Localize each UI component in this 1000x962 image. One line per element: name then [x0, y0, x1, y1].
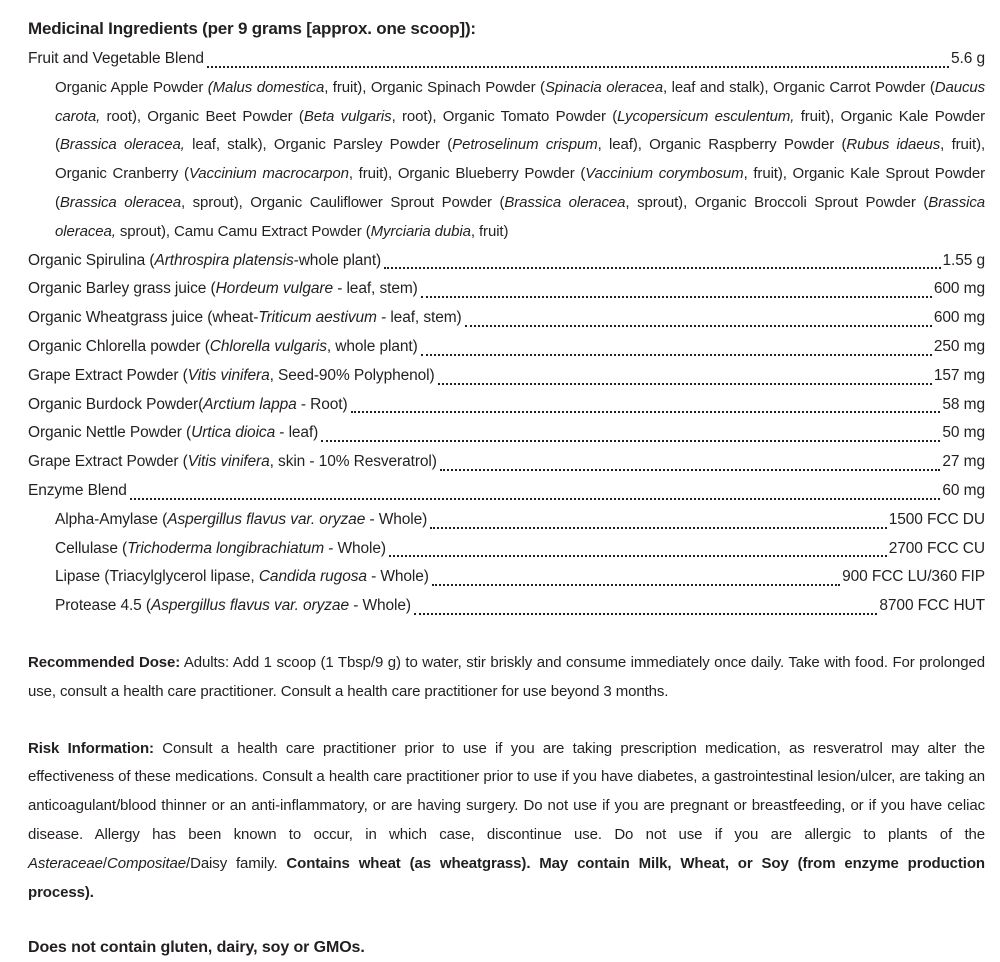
ingredient-name: Cellulase (Trichoderma longibrachiatum - Whole): [55, 539, 386, 557]
ingredient-row: [28, 362, 985, 391]
ingredient-amount: 2700 FCC CU: [888, 539, 985, 557]
ingredient-amount: 8700 FCC HUT: [879, 597, 985, 615]
risk-information-text: Consult a health care practitioner prior to use if you are taking prescription medication, as resveratrol may alter the effectiveness of these medications. Consult a health care practitioner prior to use if you have diabetes, a gastrointestinal lesion/ulcer, are taking an anticoagulant/blood thinner or an anti-inflammatory, or are having surgery. Do not use if you are pregnant or breastfeeding, or if you have celiac disease. Allergy has been known to occur, in which case, discontinue use. Do not use if you are allergic to plants of the Asteraceae/Compositae/Daisy family. Contains wheat (as wheatgrass). May contain Milk, Wheat, or Soy (from enzyme production process).: [28, 739, 985, 901]
ingredient-amount: 58 mg: [942, 395, 985, 413]
risk-information-label: Risk Information:: [28, 739, 154, 757]
dot-leader: [438, 383, 932, 385]
ingredient-amount: 5.6 g: [951, 50, 985, 67]
risk-information-paragraph: [28, 735, 985, 908]
dot-leader: [130, 498, 941, 500]
dot-leader: [321, 440, 940, 442]
ingredient-amount: 27 mg: [942, 453, 985, 471]
ingredient-row: [28, 391, 985, 420]
ingredient-name: Organic Burdock Powder(Arctium lappa - Root): [28, 395, 348, 413]
ingredient-row: [28, 275, 985, 304]
ingredient-row: [28, 535, 985, 564]
recommended-dose-label: Recommended Dose:: [28, 653, 181, 671]
ingredient-row: [28, 448, 985, 477]
dot-leader: [414, 613, 877, 615]
ingredient-row: [28, 333, 985, 362]
ingredient-row: [28, 45, 985, 74]
ingredient-name: Organic Barley grass juice (Hordeum vulgare - leaf, stem): [28, 280, 418, 298]
ingredient-name: Grape Extract Powder (Vitis vinifera, skin - 10% Resveratrol): [28, 453, 437, 471]
ingredient-row: [28, 419, 985, 448]
ingredient-name: Fruit and Vegetable Blend: [28, 50, 204, 67]
ingredient-amount: 1.55 g: [942, 251, 985, 269]
allergen-free-statement: Does not contain gluten, dairy, soy or GMOs.: [28, 939, 365, 957]
dot-leader: [384, 267, 940, 269]
dot-leader: [207, 66, 949, 68]
ingredient-row: [28, 247, 985, 276]
ingredient-amount: 250 mg: [933, 337, 985, 355]
ingredient-list: [28, 45, 985, 621]
ingredient-name: Grape Extract Powder (Vitis vinifera, Seed-90% Polyphenol): [28, 366, 435, 384]
dot-leader: [432, 584, 840, 586]
ingredient-row: [28, 563, 985, 592]
dot-leader: [465, 325, 932, 327]
recommended-dose-text: Adults: Add 1 scoop (1 Tbsp/9 g) to water, stir briskly and consume immediately once daily. Take with food. For prolonged use, consult a health care practitioner. Consult a health care practitioner for use beyond 3 months.: [28, 653, 986, 700]
ingredient-name: Organic Wheatgrass juice (wheat-Triticum aestivum - leaf, stem): [28, 309, 462, 327]
ingredient-amount: 900 FCC LU/360 FIP: [842, 568, 985, 586]
ingredient-name: Organic Spirulina (Arthrospira platensis-whole plant): [28, 251, 382, 269]
ingredient-name: Organic Nettle Powder (Urtica dioica - leaf): [28, 424, 319, 442]
dot-leader: [389, 555, 887, 557]
ingredient-row: [28, 304, 985, 333]
ingredient-amount: 60 mg: [942, 481, 985, 499]
ingredient-amount: 1500 FCC DU: [888, 510, 985, 528]
ingredient-name: Enzyme Blend: [28, 481, 127, 499]
ingredient-amount: 600 mg: [933, 309, 985, 327]
ingredient-name: Lipase (Triacylglycerol lipase, Candida rugosa - Whole): [55, 568, 429, 586]
ingredient-name: Alpha-Amylase (Aspergillus flavus var. oryzae - Whole): [55, 510, 428, 528]
dot-leader: [351, 411, 941, 413]
ingredient-amount: 50 mg: [942, 424, 985, 442]
dot-leader: [430, 527, 887, 529]
dot-leader: [440, 469, 941, 471]
dot-leader: [421, 354, 932, 356]
recommended-dose-paragraph: [28, 649, 985, 707]
ingredient-name: Organic Chlorella powder (Chlorella vulgaris, whole plant): [28, 337, 418, 355]
ingredient-name: Protease 4.5 (Aspergillus flavus var. oryzae - Whole): [55, 597, 411, 615]
ingredient-row: [28, 506, 985, 535]
ingredient-amount: 600 mg: [933, 280, 985, 298]
dot-leader: [421, 296, 932, 298]
ingredient-row: [28, 592, 985, 621]
blend-composition-paragraph: Organic Apple Powder (Malus domestica, fruit), Organic Spinach Powder (Spinacia oleracea, leaf and stalk), Organic Carrot Powder (Daucus carota, root), Organic Beet Powder (Beta vulgaris, root), Organic Tomato Powder (Lycopersicum esculentum, fruit), Organic Kale Powder (Brassica oleracea, leaf, stalk), Organic Parsley Powder (Petroselinum crispum, leaf), Organic Raspberry Powder (Rubus idaeus, fruit), Organic Cranberry (Vaccinium macrocarpon, fruit), Organic Blueberry Powder (Vaccinium corymbosum, fruit), Organic Kale Sprout Powder (Brassica oleracea, sprout), Organic Cauliflower Sprout Powder (Brassica oleracea, sprout), Organic Broccoli Sprout Powder (Brassica oleracea, sprout), Camu Camu Extract Powder (Myrciaria dubia, fruit): [55, 78, 986, 240]
medicinal-ingredients-title: Medicinal Ingredients (per 9 grams [approx. one scoop]):: [28, 19, 476, 38]
ingredient-amount: 157 mg: [933, 366, 985, 384]
ingredient-row: [28, 477, 985, 506]
